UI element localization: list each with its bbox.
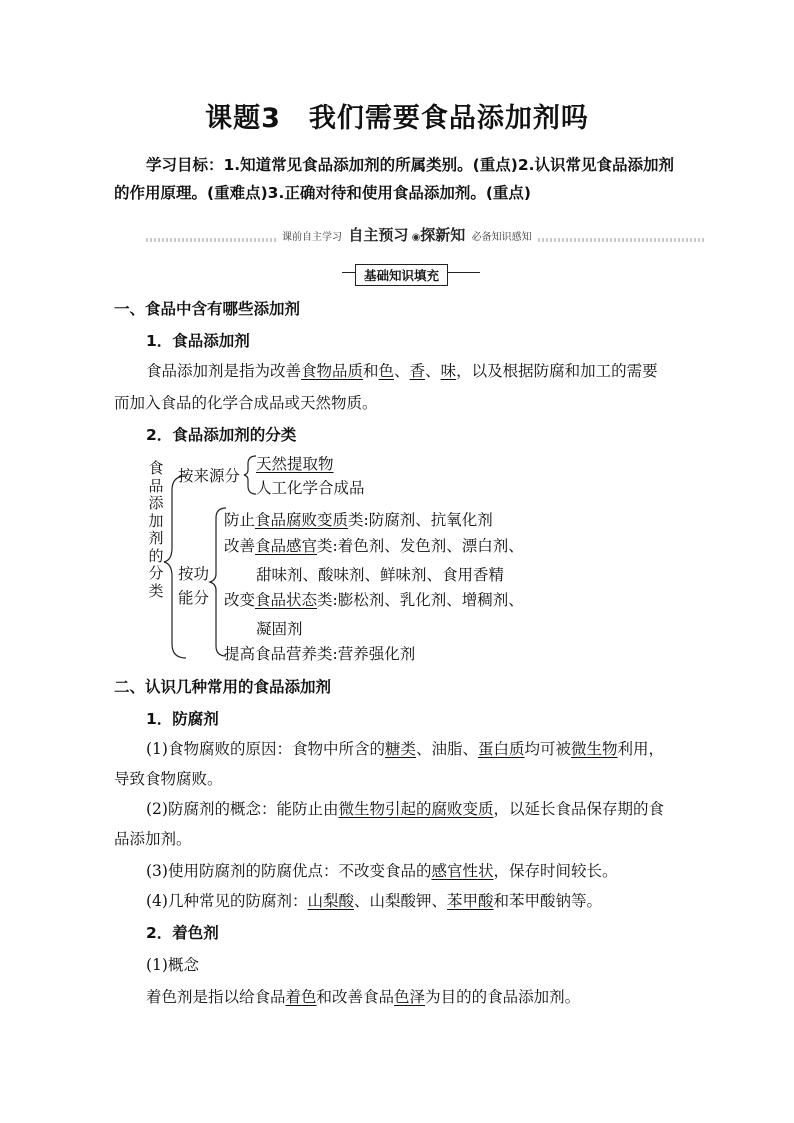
tree-by-function-line2: 能分	[178, 589, 210, 607]
section2-heading: 二、认识几种常用的食品添加剂	[114, 678, 332, 696]
banner-main-label: 自主预习	[348, 226, 409, 244]
tree-root-label: 食品添加剂的分类	[148, 459, 164, 600]
section2-paragraph4: (4)几种常见的防腐剂：山梨酸、山梨酸钾、苯甲酸和苯甲酸钠等。	[146, 892, 603, 910]
section2-sub1: 1．防腐剂	[146, 710, 219, 728]
section1-sub2: 2．食品添加剂的分类	[146, 426, 297, 444]
section1-sub1: 1．食品添加剂	[146, 332, 250, 350]
banner-arrow-icon: ◉	[411, 232, 421, 243]
tree-function-2: 改善食品感官类:着色剂、发色剂、漂白剂、	[224, 537, 524, 555]
tree-function-4: 提高食品营养类:营养强化剂	[224, 645, 416, 663]
tree-function-3: 改变食品状态类:膨松剂、乳化剂、增稠剂、	[224, 591, 524, 609]
page-title: 课题3 我们需要食品添加剂吗	[205, 103, 589, 134]
banner-main2-label: 探新知	[420, 226, 466, 244]
section2-paragraph5: 着色剂是指以给食品着色和改善食品色泽为目的的食品添加剂。	[146, 988, 581, 1006]
learning-objectives-line2: 的作用原理。(重难点)3.正确对待和使用食品添加剂。(重点)	[114, 184, 532, 202]
banner-left-label: 课前自主学习	[282, 232, 342, 243]
section2-paragraph1-line2: 导致食物腐败。	[114, 770, 223, 788]
section2-sub2: 2．着色剂	[146, 924, 219, 942]
section2-paragraph2: (2)防腐剂的概念：能防止由微生物引起的腐败变质，以延长食品保存期的食	[146, 800, 664, 818]
banner-right-label: 必备知识感知	[471, 232, 532, 243]
section2-paragraph1: (1)食物腐败的原因：食物中所含的糖类、油脂、蛋白质均可被微生物利用，	[146, 740, 665, 758]
section2-paragraph3: (3)使用防腐剂的防腐优点：不改变食品的感官性状，保存时间较长。	[146, 862, 618, 880]
section1-heading: 一、食品中含有哪些添加剂	[114, 300, 301, 318]
tree-source-natural: 天然提取物	[256, 455, 334, 473]
section1-paragraph1-line2: 而加入食品的化学合成品或天然物质。	[114, 394, 378, 412]
section1-paragraph1: 食品添加剂是指为改善食物品质和色、香、味，以及根据防腐和加工的需要	[146, 362, 658, 380]
tree-function-3-cont: 凝固剂	[256, 620, 303, 638]
learning-objectives-line1: 学习目标：1.知道常见食品添加剂的所属类别。(重点)2.认识常见食品添加剂	[146, 156, 675, 174]
section2-sub2a: (1)概念	[146, 956, 199, 974]
tree-by-source: 按来源分	[178, 467, 241, 485]
tree-source-synthetic: 人工化学合成品	[256, 479, 365, 497]
tree-function-2-cont: 甜味剂、酸味剂、鲜味剂、食用香精	[256, 566, 505, 584]
box-label: 基础知识填充	[355, 264, 448, 286]
tree-function-1: 防止食品腐败变质类:防腐剂、抗氧化剂	[224, 511, 493, 529]
section2-paragraph2-line2: 品添加剂。	[114, 830, 192, 848]
tree-by-function-line1: 按功	[178, 565, 210, 583]
